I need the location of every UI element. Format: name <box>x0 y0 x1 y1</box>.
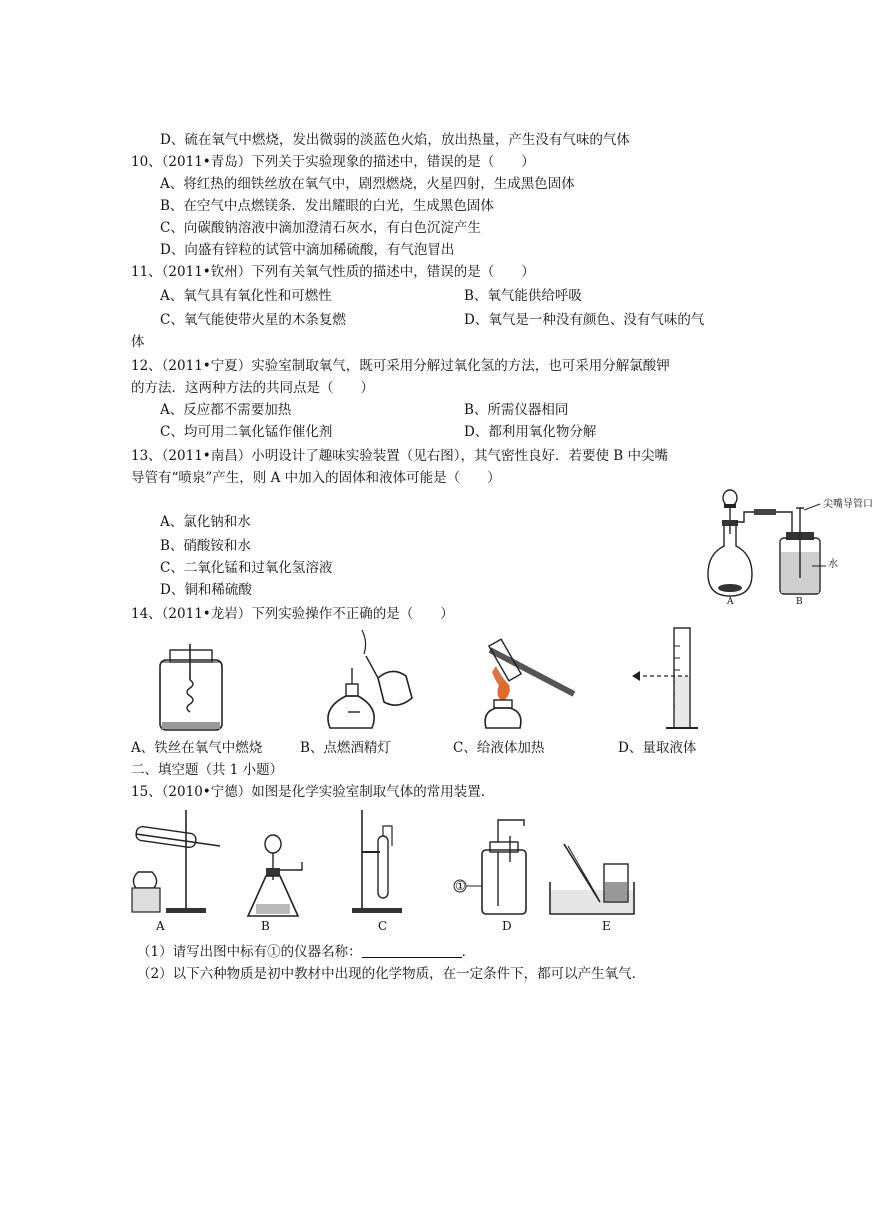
q12-option-d: D、都利用氧化物分解 <box>464 424 597 440</box>
q13-option-a: A、氯化钠和水 <box>160 514 251 530</box>
q15-sub2: （2）以下六种物质是初中教材中出现的化学物质，在一定条件下，都可以产生氧气． <box>137 966 646 982</box>
q10-option-d: D、向盛有锌粒的试管中滴加稀硫酸，有气泡冒出 <box>160 242 455 258</box>
q13-label-tube: 尖嘴导管口 <box>823 499 873 510</box>
q15-label-a: A <box>156 919 165 933</box>
q11-option-d: D、氧气是一种没有颜色、没有气味的气 <box>464 312 705 328</box>
q13-option-b: B、硝酸铵和水 <box>160 538 251 554</box>
q14-caption-b: B、点燃酒精灯 <box>300 740 391 756</box>
q10-stem: 10、（2011•青岛）下列关于实验现象的描述中，错误的是（ ） <box>131 154 535 170</box>
q15-label-d: D <box>502 919 512 933</box>
q13-apparatus-figure <box>700 488 873 610</box>
q12-option-a: A、反应都不需要加热 <box>160 402 292 418</box>
iron-wire-combustion-figure <box>150 640 240 736</box>
alcohol-lamp-figure <box>318 628 422 736</box>
q15-sub1-prefix: （1）请写出图中标有①的仪器名称： <box>137 944 362 960</box>
q12-option-c: C、均可用二氧化锰作催化剂 <box>160 424 333 440</box>
q14-caption-c: C、给液体加热 <box>453 740 545 756</box>
q14-stem: 14、（2011•龙岩）下列实验操作不正确的是（ ） <box>131 606 454 622</box>
q11-option-b: B、氧气能供给呼吸 <box>464 288 582 304</box>
q12-stem-1: 12、（2011•宁夏）实验室制取氧气，既可采用分解过氧化氢的方法，也可采用分解氯酸钾 <box>131 358 670 374</box>
q13-option-c: C、二氧化锰和过氧化氢溶液 <box>160 560 333 576</box>
q15-answer-blank[interactable] <box>362 943 462 958</box>
graduated-cylinder-figure <box>620 622 720 738</box>
q14-caption-a: A、铁丝在氧气中燃烧 <box>131 740 263 756</box>
q15-sub1 <box>137 942 475 962</box>
q10-option-b: B、在空气中点燃镁条．发出耀眼的白光，生成黑色固体 <box>160 198 494 214</box>
q10-option-c: C、向碳酸钠溶液中滴加澄清石灰水，有白色沉淀产生 <box>160 220 481 236</box>
q13-stem-1: 13、（2011•南昌）小明设计了趣味实验装置（见右图），其气密性良好．若要使 B 中尖嘴 <box>131 448 668 464</box>
q15-label-e: E <box>602 919 611 933</box>
q15-label-b: B <box>261 919 270 933</box>
q13-label-b: B <box>796 597 803 607</box>
q11-option-c: C、氧气能使带火星的木条复燃 <box>160 312 346 328</box>
q13-label-a: A <box>727 597 734 607</box>
q10-option-a: A、将红热的细铁丝放在氧气中，剧烈燃烧，火星四射，生成黑色固体 <box>160 176 575 192</box>
q15-apparatus-figure <box>130 806 650 932</box>
heating-liquid-figure <box>476 628 580 736</box>
section-2-title: 二、填空题（共 1 小题） <box>131 762 284 778</box>
q13-option-d: D、铜和稀硫酸 <box>160 582 252 598</box>
q15-sub1-suffix: ． <box>461 944 476 960</box>
q14-caption-d: D、量取液体 <box>618 740 697 756</box>
q9-option-d: D、硫在氧气中燃烧，发出微弱的淡蓝色火焰，放出热量，产生没有气味的气体 <box>160 132 630 148</box>
q11-option-a: A、氧气具有氧化性和可燃性 <box>160 288 332 304</box>
q11-option-d-cont: 体 <box>131 334 145 350</box>
q12-stem-2: 的方法．这两种方法的共同点是（ ） <box>131 380 374 396</box>
q15-marker-circled-1: ① <box>455 879 466 893</box>
q13-stem-2: 导管有“喷泉”产生，则 A 中加入的固体和液体可能是（ ） <box>131 470 501 486</box>
q12-option-b: B、所需仪器相同 <box>464 402 569 418</box>
q13-label-water: 水 <box>828 559 838 570</box>
q15-stem: 15、（2010•宁德）如图是化学实验室制取气体的常用装置． <box>131 784 495 800</box>
q15-label-c: C <box>378 919 388 933</box>
q11-stem: 11、（2011•钦州）下列有关氧气性质的描述中，错误的是（ ） <box>131 264 535 280</box>
